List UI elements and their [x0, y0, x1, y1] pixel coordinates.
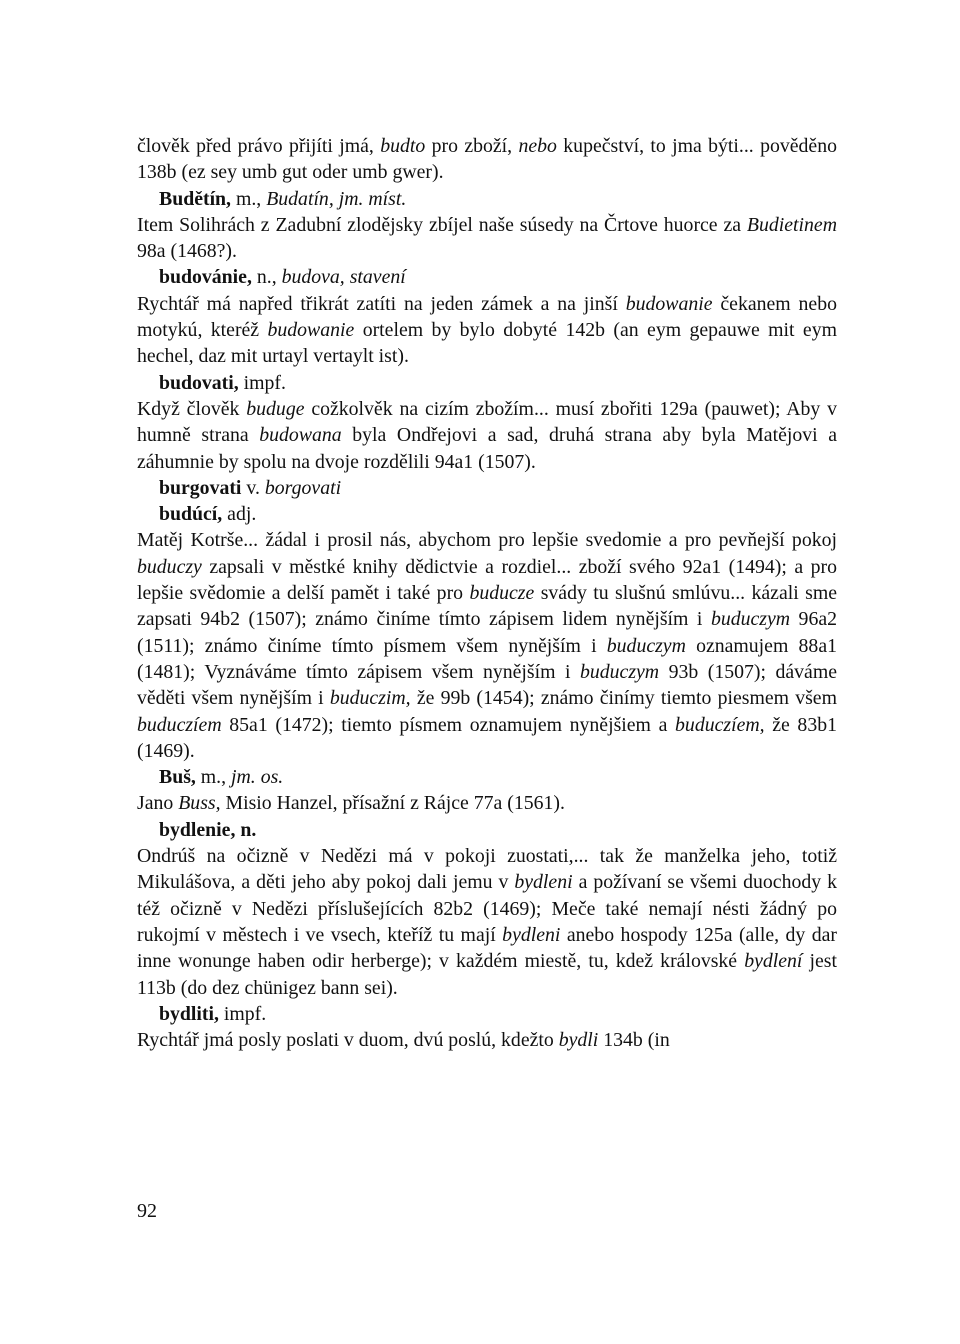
- italic-term: Buss,: [178, 792, 221, 815]
- text-run: cožkolvěk na cizím zbožím... musí zbořiti 129a (pauwet); Aby v humně strana: [137, 397, 837, 447]
- text-run: anebo hospody 125a (alle, dy dar inne wonunge haben odir herberge); v každém miestě, tu, kdež královské: [137, 923, 837, 973]
- text-run: Rychtář má napřed třikrát zatíti na jeden zámek a na jinší: [137, 292, 626, 315]
- italic-term: borgovati: [264, 476, 342, 499]
- text-run: byla Ondřejovi a sad, druhá strana aby byla Matějovi a záhumnie by spolu na dvoje rozdělili 94a1 (1507).: [137, 424, 837, 473]
- text-run: 96a2 (1511); známo činíme tímto písmem všem nynějším i: [137, 608, 837, 657]
- entry-text-paragraph: [137, 843, 837, 1001]
- italic-term: buducze: [469, 582, 535, 605]
- headword: budovati,: [159, 371, 239, 394]
- italic-term: buduczym: [606, 634, 686, 657]
- headword: budúcí,: [159, 503, 223, 526]
- headword: Budětín,: [159, 187, 232, 210]
- text-run: Ondrúš na očizně v Nedězi má v pokoji zuostati,... tak že manželka jeho, totiž Mikulášova, a děti jeho aby pokoj dali jemu v: [137, 845, 837, 894]
- italic-term: buduczy: [137, 555, 202, 578]
- entry-text-paragraph: [137, 396, 837, 475]
- entry-text-paragraph: [137, 790, 837, 816]
- italic-term: bydleni: [514, 871, 573, 894]
- entry-headword-line: [137, 475, 837, 501]
- italic-term: nebo: [518, 135, 557, 157]
- italic-term: jm. os.: [231, 766, 284, 789]
- text-run: v.: [241, 476, 265, 499]
- entry-text-paragraph: [137, 212, 837, 265]
- text-run: m.,: [195, 766, 232, 789]
- entry-text-paragraph: [137, 291, 837, 370]
- text-run: že 99b (1454); známo činímy tiemto piesmem všem: [410, 687, 837, 710]
- headword: burgovati: [159, 476, 242, 499]
- italic-term: buduczim,: [329, 687, 411, 710]
- text-run: ortelem by bylo dobyté 142b (an eym gepauwe mit eym hechel, daz mit urtayl vertaylt ist).: [137, 319, 837, 368]
- headword: bydliti,: [159, 1002, 219, 1025]
- entry-headword-line: [137, 264, 837, 290]
- italic-term: buduczíem: [137, 713, 222, 736]
- text-run: svády tu slušnú smlúvu... kázali sme zapsati 94b2 (1507); známo činíme tímto zápisem lidem nynějším i: [137, 582, 837, 631]
- entry-headword-line: [137, 501, 837, 527]
- italic-term: budowana: [259, 424, 342, 447]
- text-run: jest 113b (do dez chünigez bann sei).: [137, 950, 837, 999]
- entry-text-paragraph: [137, 527, 837, 764]
- text-run: že 83b1 (1469).: [137, 713, 837, 762]
- text-run: Item Solihrách z Zadubní zlodějsky zbíjel naše súsedy na Črtove huorce za: [137, 213, 747, 236]
- entry-headword-line: [137, 817, 837, 843]
- italic-term: Budietinem: [746, 213, 837, 236]
- text-run: oznamujem 88a1 (1481); Vyznáváme tímto zápisem všem nynějším i: [137, 634, 837, 683]
- entry-text-paragraph: [137, 133, 837, 186]
- dictionary-text-column: [137, 133, 837, 1053]
- italic-term: buduge: [246, 397, 305, 420]
- text-run: adj.: [222, 503, 257, 526]
- text-run: Misio Hanzel, přísažní z Rájce 77a (1561).: [220, 792, 565, 815]
- headword: Buš,: [159, 766, 196, 789]
- headword: bydlenie,: [159, 818, 236, 841]
- text-run: 85a1 (1472); tiemto písmem oznamujem nynějšiem a: [221, 713, 676, 736]
- text-run: 134b (in: [598, 1029, 670, 1052]
- italic-term: buduczíem,: [675, 713, 765, 736]
- text-run: zapsali v městké knihy dědictvie a rozdiel... zboží svého 92a1 (1494); a pro lepšie svědomie a delší pamět i také pro: [137, 555, 837, 605]
- text-run: a požívaní se všemi duochody k též očizně v Nedězi příslušejících 82b2 (1469); Meče také nemají nésti žádný po rukojmí v městech i ve vsech, kteříž tu mají: [137, 871, 838, 946]
- italic-term: budto: [380, 135, 426, 157]
- entry-text-paragraph: [137, 1027, 837, 1053]
- entry-headword-line: [137, 186, 837, 212]
- italic-term: budowanie: [267, 319, 355, 342]
- page-number: 92: [137, 1200, 157, 1222]
- text-run: kupečství, to jma býti... pověděno 138b (ez sey umb gut oder umb gwer).: [137, 135, 837, 184]
- italic-term: buduczym: [579, 660, 660, 683]
- italic-term: budova, stavení: [281, 266, 406, 289]
- entry-headword-line: [137, 764, 837, 790]
- text-run: Matěj Kotrše... žádal i prosil nás, abychom pro lepšie svedomie a pro pevňejší pokoj: [137, 529, 837, 552]
- text-run: pro zboží,: [425, 135, 519, 157]
- headword: budovánie,: [159, 266, 252, 289]
- italic-term: buduczym: [710, 608, 791, 631]
- text-run: člověk před právo přijíti jmá,: [137, 135, 381, 157]
- text-run: Jano: [137, 792, 179, 815]
- text-run: n.,: [251, 266, 282, 289]
- text-run: Když člověk: [137, 397, 247, 420]
- text-run: čekanem nebo motykú, kteréž: [137, 292, 837, 342]
- headword: n.: [235, 818, 257, 841]
- text-run: 93b (1507); dáváme věděti všem nynějším i: [137, 660, 837, 710]
- text-run: impf.: [218, 1002, 267, 1025]
- entry-headword-line: [137, 1001, 837, 1027]
- italic-term: budowanie: [625, 292, 713, 315]
- italic-term: bydlení: [744, 950, 803, 973]
- text-run: m.,: [231, 187, 267, 210]
- italic-term: bydli: [558, 1029, 599, 1052]
- italic-term: bydleni: [502, 923, 561, 946]
- text-run: impf.: [238, 371, 286, 394]
- italic-term: Budatín, jm. míst.: [266, 187, 407, 210]
- text-run: Rychtář jmá posly poslati v duom, dvú poslú, kdežto: [137, 1029, 559, 1052]
- text-run: 98a (1468?).: [137, 240, 237, 263]
- entry-headword-line: [137, 370, 837, 396]
